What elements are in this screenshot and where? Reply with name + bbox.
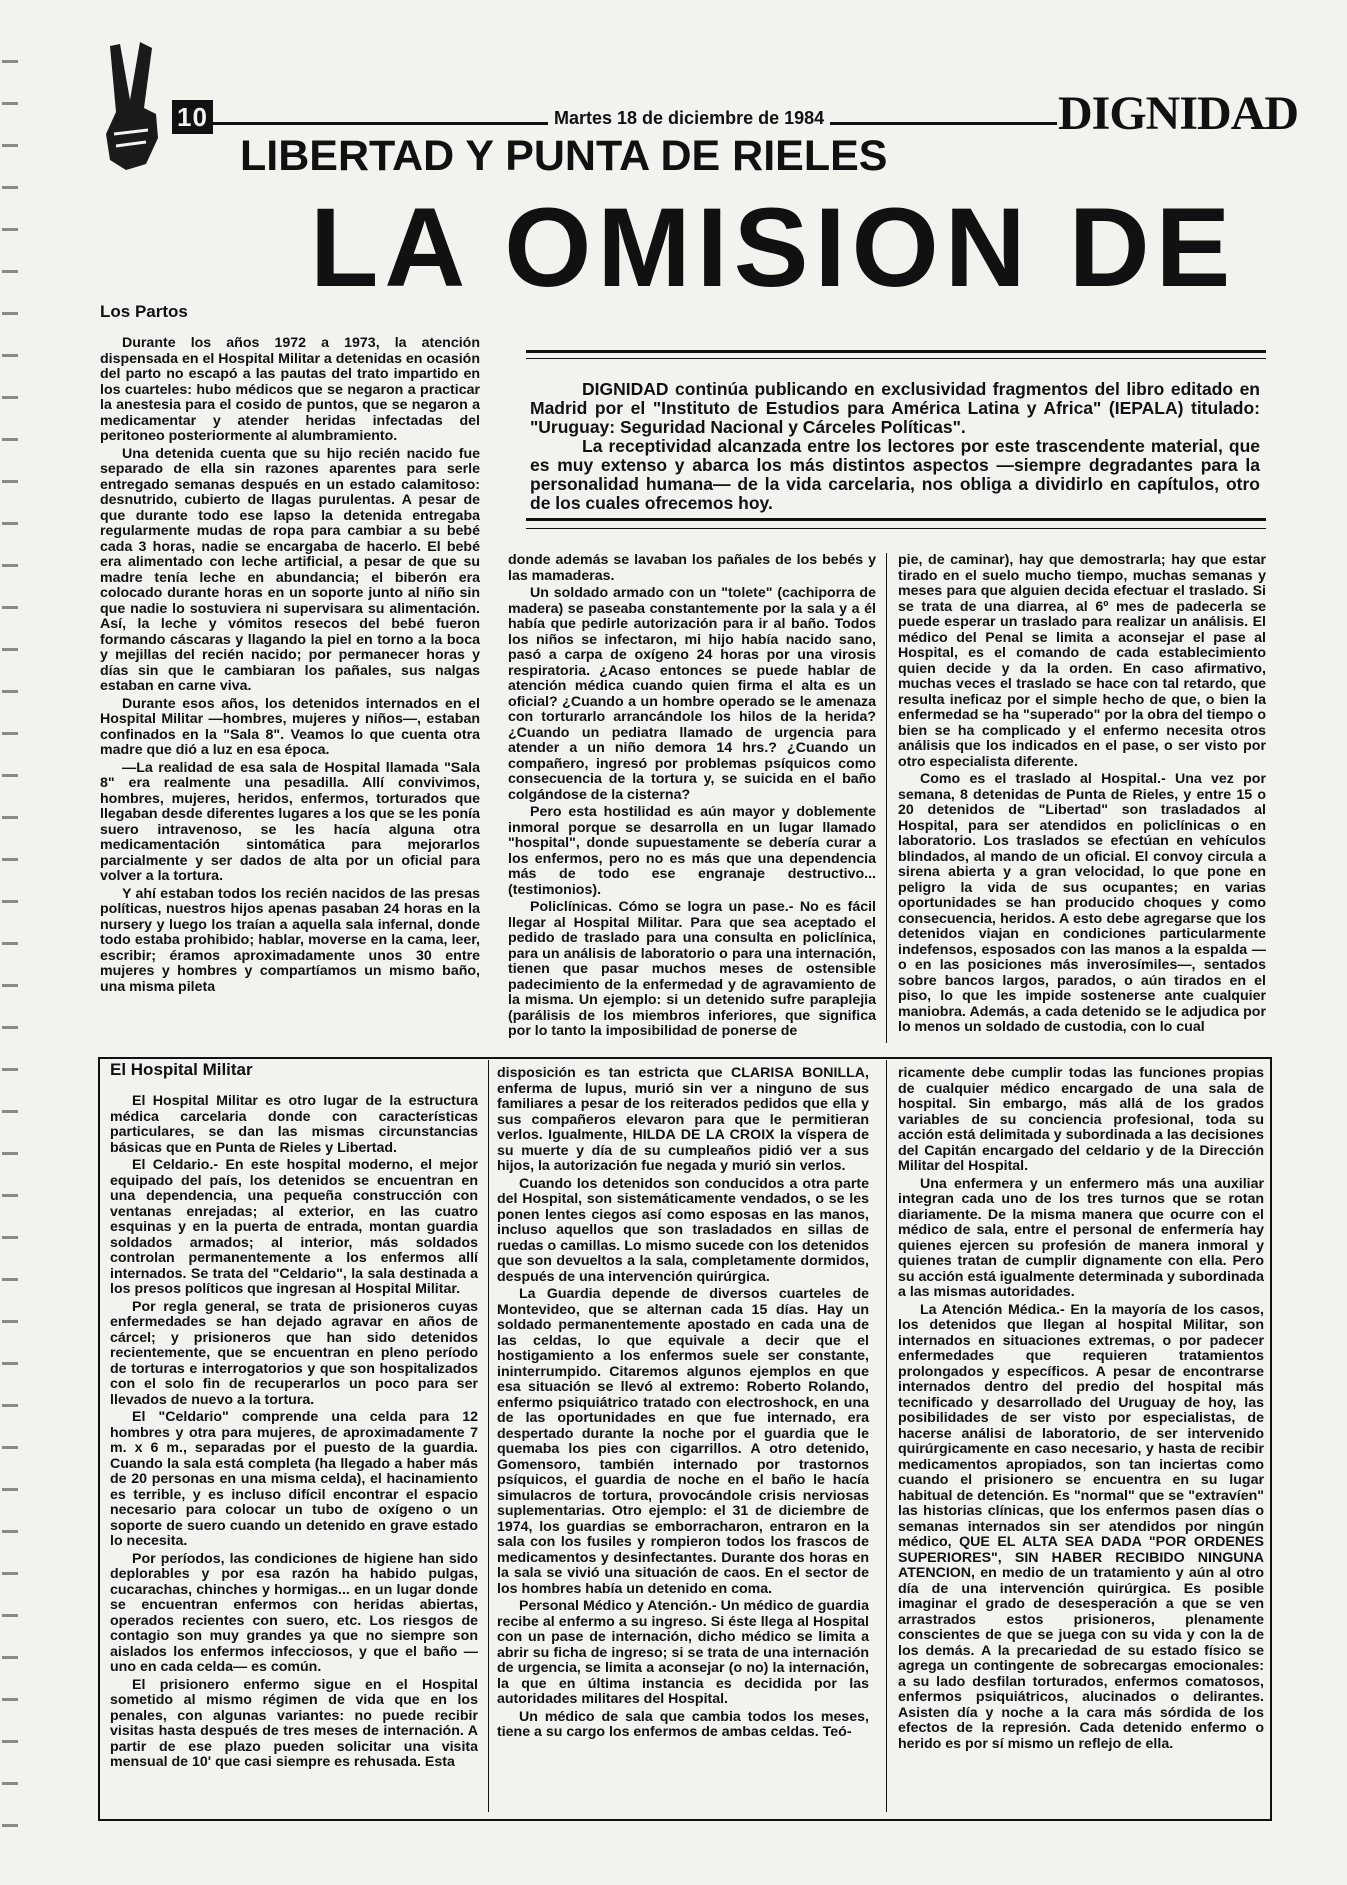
paragraph: La Atención Médica.- En la mayoría de los casos, los detenidos que llegan al hospital Militar, son internados en situaciones extremas, o por padecer enfermedades que requieren tratamientos prolongados y específicos. A pesar de encontrarse internados dentro del predio del hospital más tecnificado y desarrollado del Uruguay de hoy, las posibilidades de ser visto por especialistas, de hacerse análisi de laboratorio, de ser intervenido quirúrgicamente en caso necesario, y hasta de recibir medicamentos apropiados, son tan inciertas como cuando el prisionero se encuentra en su lugar habitual de detención. Es "normal" que se "extravíen" las historias clínicas, que los enfermos pasen días o semanas internados sin ser atendidos por ningún médico, QUE EL ALTA SEA DADA "POR ORDENES SUPERIORES", SIN HABER RECIBIDO NINGUNA ATENCION, en medio de un tratamiento y aún al otro día de una intervención quirúrgica. Es posible imaginar el grado de desesperación a que se ven arrastrados estos prisioneros, plenamente conscientes de que se juega con su vida y con la de los demás. A la precariedad de su estado físico se agrega un contingente de sobrecargas emocionales: a su lado desfilan torturados, enfermos comatosos, enfermos psiquiátricos, alucinados o delirantes. Asisten día y noche a la cara más sórdida de los efectos de la represión. Cada detenido enfermo o herido es por sí mismo un reflejo de ella. [898,1301,1264,1752]
column-divider [488,1060,489,1812]
section-title-hospital: El Hospital Militar [110,1060,253,1079]
partos-column [100,302,481,997]
paragraph: Y ahí estaban todos los recién nacidos de las presas políticas, nuestros hijos apenas pasaban 24 horas en la nursery y luego los traían a aquella sala infernal, donde todo estaba prohibido; hablar, moverse en la cama, leer, escribir; éramos aproximadamente unos 30 entre mujeres y hombres y compartíamos un mismo baño, una misma pileta [100,885,480,995]
intro-rule-bottom [526,518,1266,521]
paragraph: El Hospital Militar es otro lugar de la estructura médica carcelaria donde con características particulares, se dan las mismas circunstancias básicas que en Punta de Rieles y Libertad. [110,1093,478,1156]
paragraph: Un médico de sala que cambia todos los meses, tiene a su cargo los enfermos de ambas celdas. Teó- [497,1708,869,1740]
paragraph: El "Celdario" comprende una celda para 12 hombres y otra para mujeres, de aproximadamente 7 m. x 6 m., separadas por el puesto de la guardia. Cuando la sala está completa (ha llegado a haber más de 20 personas en una misma celda), el hacinamiento es terrible, y es incluso difícil encontrar el espacio necesario para colocar un tubo de oxígeno o un soporte de suero cuando un detenido en grave estado lo necesita. [110,1409,478,1549]
intro-rule-bottom-thin [526,528,1266,529]
page-number: 10 [172,100,213,134]
paragraph: La Guardia depende de diversos cuarteles de Montevideo, que se alternan cada 15 días. Hay un soldado permanentemente apostado en cada una de las celdas, lo que equivale a decir que el hostigamiento a los enfermos suele ser constante, ininterrumpido. Citaremos algunos ejemplos en que esa situación se llevó al extremo: Roberto Rolando, enfermo psiquiátrico tratado con electroshock, en una de las oportunidades en que fue internado, era despertado durante la noche por el guardia que le quemaba los pies con cigarrillos. A otro detenido, Gomensoro, también internado por trastornos psíquicos, el guardia de noche en el baño le hacía simulacros de tortura, provocándole crisis nerviosas suplementarias. Otro ejemplo: el 31 de diciembre de 1974, los guardias se emborracharon, entraron en la sala con los fusiles y rompieron todos los frascos de medicamentos y desinfectantes. Durante dos horas en la sala se vivió una situación de caos. En el sector de los hombres había un detenido en coma. [497,1286,869,1597]
intro-rule-top [526,350,1266,353]
hospital-column-1 [110,1094,478,1773]
paragraph: Un soldado armado con un "tolete" (cachiporra de madera) se paseaba constantemente por la sala y a él había que pedirle autorización para ir al baño. Todos los niños se infectaron, mi hijo había nacido sano, pasó a carpa de oxígeno 24 horas por una virosis respiratoria. ¿Acaso entonces se puede hablar de atención médica cuando quien firma el alta es un oficial? ¿Cuando a un hombre operado se le amenaza con torturarlo arrancándole los hilos de la herida? ¿Cuando un pediatra llamado de urgencia para atender a un niño demora 14 hrs.? ¿Cuando un compañero, ingresó por problemas psíquicos como consecuencia de la tortura y, se suicida en el baño colgándose de la cisterna? [508,585,876,803]
paragraph: donde además se lavaban los pañales de los bebés y las mamaderas. [508,552,876,584]
intro-block [530,380,1260,513]
intro-rule-top-thin [526,358,1266,359]
upper-column-3 [898,553,1266,1038]
binding-holes [2,60,18,1860]
paragraph: disposición es tan estricta que CLARISA BONILLA, enferma de lupus, murió sin ver a ninguno de sus familiares a pesar de los reiterados pedidos que ella y sus compañeros elevaron para que le permitieran verlos. Igualmente, HILDA DE LA CROIX la víspera de su muerte y día de su cumpleaños pidió ver a sus hijos, la autorización fue negada y murió sin verlos. [497,1065,869,1174]
paragraph: Policlínicas. Cómo se logra un pase.- No es fácil llegar al Hospital Militar. Para que sea aceptado el pedido de traslado para una consulta en policlínica, para un análisis de laboratorio o para una internación, tienen que pasar muchos meses de ostensible padecimiento de la enfermedad y de agravamiento de la misma. Un ejemplo: si un detenido sufre paraplejia (parálisis de los miembros inferiores, que significa por lo tanto la imposibilidad de ponerse de [508,899,876,1039]
paragraph: —La realidad de esa sala de Hospital llamada "Sala 8" era realmente una pesadilla. Allí convivimos, hombres, mujeres, heridos, enfermos, torturados que llegaban desde diferentes lugares a los que se les ponía suero intravenoso, se les hacía alguna otra medicamentación sintomática para mejorarlos parcialmente y ser dados de alta por un oficial para volver a la tortura. [100,759,480,884]
paragraph: Pero esta hostilidad es aún mayor y doblemente inmoral porque se desarrolla en un lugar llamado "hospital", donde supuestamente se debería curar a los enfermos, pero no es más que una dependencia más de todo ese engranaje destructivo... (testimonios). [508,804,876,898]
paragraph: Cuando los detenidos son conducidos a otra parte del Hospital, son sistemáticamente vendados, o se les ponen lentes ciegos así como esposas en las manos, incluso aquellos que son trasladados en sillas de ruedas o camillas. Lo mismo sucede con los detenidos que son devueltos a la sala, completamente dormidos, después de una intervención quirúrgica. [497,1175,869,1285]
column-divider [886,553,887,1043]
section-title-partos: Los Partos [100,302,188,321]
paragraph: Durante los años 1972 a 1973, la atención dispensada en el Hospital Militar a detenidas en ocasión del parto no escapó a las pautas del trato impartido en los cuarteles: hubo médicos que se negaron a practicar la anestesia para el cosido de puntos, que se negaron a medicamentar y atender heridas infectadas del peritoneo posteriormente al alumbramiento. [100,335,481,444]
article-headline: LA OMISION DE [310,185,1237,310]
paragraph: El Celdario.- En este hospital moderno, el mejor equipado del país, los detenidos se encuentran en una dependencia, una pequeña construcción con ventanas enrejadas; al exterior, en las cuatro esquinas y en la puerta de entrada, montan guardia soldados armados; al interior, más soldados controlan permanentemente a los enfermos allí internados. Se trata del "Celdario", la sala destinada a los presos políticos que ingresan al Hospital Militar. [110,1157,478,1297]
issue-date: Martes 18 de diciembre de 1984 [548,108,830,129]
paragraph: pie, de caminar), hay que demostrarla; hay que estar tirado en el suelo mucho tiempo, muchas semanas y meses para que alguien decida efectuar el traslado. Si se trata de una diarrea, al 6º mes de padecerla se puede esperar un traslado para realizar un análisis. El médico del Penal se limita a aconsejar el pase al Hospital, es el comando de cada establecimiento quien decide y da la orden. En caso afirmativo, muchas veces el traslado se hace con tal retardo, que resulta ineficaz por el simple hecho de que, o bien la enfermedad se ha "superado" por la obra del tiempo o bien se ha complicado y el enfermo necesita otros análisis que los indicados en el pase, o ser visto por otro especialista diferente. [898,552,1266,770]
upper-column-2 [508,553,876,1042]
victory-hand-logo [96,42,176,182]
paragraph: Como es el traslado al Hospital.- Una vez por semana, 8 detenidas de Punta de Rieles, y entre 15 o 20 detenidos de "Libertad" son trasladados al Hospital, para ser atendidos en policlínicas o en laboratorio. Los traslados se efectúan en vehículos blindados, al mando de un oficial. El convoy circula a sirena abierta y a gran velocidad, lo que pone en peligro la vida de sus ocupantes; en varias oportunidades se han producido choques y como consecuencia, heridos. A esto debe agregarse que los detenidos viajan en condiciones particularmente indefensos, esposados con las manos a la espalda —o en las posiciones más inverosímiles—, sentados sobre bancos largos, parados, o aún tirados en el piso, lo que les impide sostenerse ante cualquier maniobra. Además, a cada detenido se le adjudica por lo menos un soldado de custodia, con lo cual [898,771,1266,1035]
paragraph: Una detenida cuenta que su hijo recién nacido fue separado de ella sin razones aparentes para serle entregado semanas después en un estado calamitoso: desnutrido, cubierto de llagas purulentas. A pesar de que durante todo ese lapso la detenida entregaba regularmente mudas de ropa para cambiar a su bebé cada 3 horas, nadie se encargaba de hacerlo. El bebé era alimentado con leche artificial, a pesar de que su madre tenía leche en abundancia; el biberón era colocado durante horas en un soporte junto al niño sin que nadie lo sostuviera ni supervisara su alimentación. Así, la leche y vómitos resecos del bebé fueron formando cáscaras y llagando la piel en torno a la boca y mejillas del recién nacido; por permanecer horas y días sin que le cambiaran los pañales, sus nalgas estaban en carne viva. [100,445,480,694]
intro-paragraph: DIGNIDAD continúa publicando en exclusividad fragmentos del libro editado en Madrid por el "Instituto de Estudios para América Latina y Africa" (IEPALA) titulado: "Uruguay: Seguridad Nacional y Cárceles Políticas". [530,379,1260,437]
paragraph: Personal Médico y Atención.- Un médico de guardia recibe al enfermo a su ingreso. Si éste llega al Hospital con un pase de internación, dicho médico se limita a abrir su ficha de ingreso; si se trata de una internación de urgencia, se limita a aconsejar (o no) la internación, la que en última instancia es decidida por las autoridades militares del Hospital. [497,1598,869,1707]
hospital-column-3 [898,1066,1264,1754]
hospital-column-2 [497,1066,869,1743]
paragraph: ricamente debe cumplir todas las funciones propias de cualquier médico encargado de una sala de hospital. Sin embargo, más allá de los grados variables de su conciencia profesional, toda su acción está delimitada y subordinada a las decisiones del Capitán encargado del celdario y de la Dirección Militar del Hospital. [898,1065,1264,1174]
intro-paragraph: La receptividad alcanzada entre los lectores por este trascendente material, que es muy extenso y abarca los más distintos aspectos —siempre degradantes para la personalidad humana— de la vida carcelaria, nos obliga a dividirlo en capítulos, otro de los cuales ofrecemos hoy. [530,436,1260,513]
paragraph: Por regla general, se trata de prisioneros cuyas enfermedades se han dejado agravar en años de cárcel; y prisioneros que han sido detenidos recientemente, que se encuentran en pleno período de torturas e interrogatorios y que son hospitalizados con el solo fin de recuperarlos un poco para ser llevados de nuevo a la tortura. [110,1298,478,1408]
paragraph: Por períodos, las condiciones de higiene han sido deplorables y por esa razón ha habido pulgas, cucarachas, chinches y hormigas... en un lugar donde se encuentran enfermos con heridas abiertas, operados recientes con suero, etc. Los riesgos de contagio son muy grandes ya que no siempre son aislados los enfermos infecciosos, y que el baño —uno en cada celda— es común. [110,1550,478,1675]
paragraph: El prisionero enfermo sigue en el Hospital sometido al mismo régimen de vida que en los penales, con algunas variantes: no puede recibir visitas hasta después de tres meses de internación. A partir de ese plazo pueden solicitar una visita mensual de 10' que casi siempre es rehusada. Esta [110,1676,478,1770]
paragraph: Durante esos años, los detenidos internados en el Hospital Militar —hombres, mujeres y niños—, estaban confinados en la "Sala 8". Veamos lo que cuenta otra madre que dió a luz en esa época. [100,695,480,758]
paragraph: Una enfermera y un enfermero más una auxiliar integran cada uno de los tres turnos que se rotan diariamente. De la misma manera que ocurre con el médico de sala, entre el personal de enfermería hay quienes ejercen su profesión de manera inmoral y quienes tratan de cumplir dignamente con ella. Pero su acción está igualmente determinada y subordinada a las mismas autoridades. [898,1175,1264,1300]
article-kicker: LIBERTAD Y PUNTA DE RIELES [240,132,888,180]
newspaper-masthead: DIGNIDAD [1058,87,1299,140]
column-divider [886,1060,887,1812]
